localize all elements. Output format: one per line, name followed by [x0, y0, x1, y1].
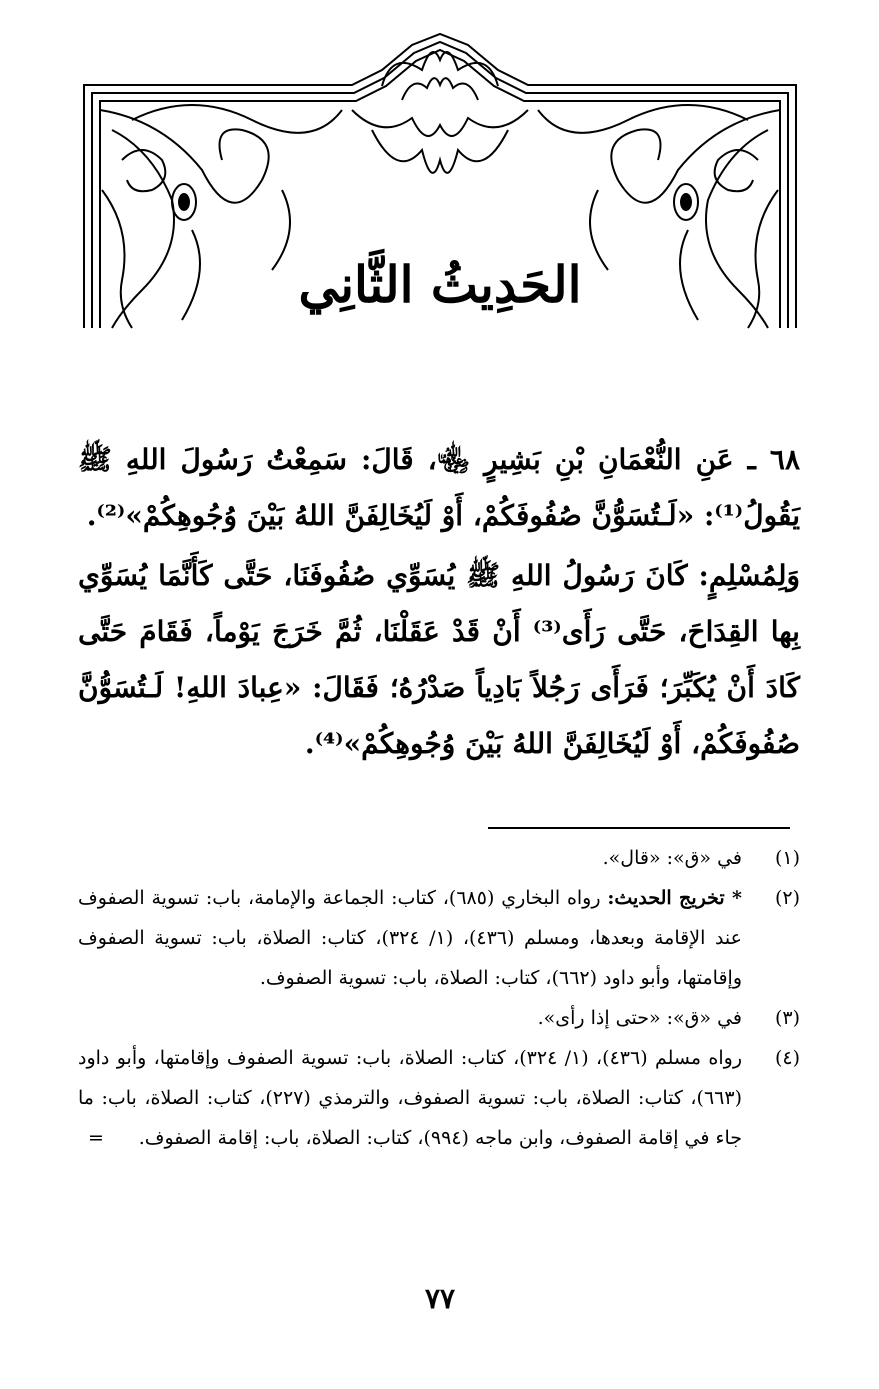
continuation-mark: =: [88, 1127, 104, 1149]
footnote-number: (٢): [774, 887, 800, 909]
footnote-item: [78, 998, 800, 1038]
hadith-paragraph-1: ٦٨ ـ عَنِ النُّعْمَانِ بْنِ بَشِيرٍ ﵄، قَالَ: سَمِعْتُ رَسُولَ اللهِ ﷺ يَقُولُ⁽¹⁾: «لَـتُسَوُّنَّ صُفُوفَكُمْ، أَوْ لَيُخَالِفَنَّ اللهُ بَيْنَ وُجُوهِكُمْ»⁽²⁾.: [78, 443, 800, 532]
footnote-item: [78, 838, 800, 878]
page-number: ٧٧: [424, 1282, 456, 1315]
footnote-text: في «ق»: «حتى إذا رأى».: [537, 1007, 742, 1029]
hadith-text: [78, 432, 800, 772]
footnote-text: في «ق»: «قال».: [602, 847, 742, 869]
footnote-number: (١): [774, 847, 800, 869]
chapter-title: الحَدِيثُ الثَّانِي: [298, 255, 582, 314]
footnote-text: [78, 878, 742, 998]
footnote-text: [78, 1038, 742, 1158]
hadith-paragraph-2: وَلِمُسْلِمٍ: كَانَ رَسُولُ اللهِ ﷺ يُسَوِّي صُفُوفَنَا، حَتَّى كَأَنَّمَا يُسَوِّي بِها القِدَاحَ، حَتَّى رَأَى⁽³⁾ أَنْ قَدْ عَقَلْنَا، ثُمَّ خَرَجَ يَوْماً، فَقَامَ حَتَّى كَادَ أَنْ يُكَبِّرَ؛ فَرَأَى رَجُلاً بَادِياً صَدْرُهُ؛ فَقَالَ: «عِبادَ اللهِ! لَـتُسَوُّنَّ صُفُوفَكُمْ، أَوْ لَيُخَالِفَنَّ اللهُ بَيْنَ وُجُوهِكُمْ»⁽⁴⁾.: [78, 559, 800, 760]
footnote-lead: * تخريج الحديث:: [607, 887, 742, 909]
footnote-body: رواه البخاري (٦٨٥)، كتاب: الجماعة والإمامة، باب: تسوية الصفوف عند الإقامة وبعدها، ومسلم (٤٣٦)، (١/ ٣٢٤)، كتاب: الصلاة، باب: تسوية الصفوف وإقامتها، وأبو داود (٦٦٢)، كتاب: الصلاة، باب: تسوية الصفوف.: [78, 887, 742, 989]
footnote-body: رواه مسلم (٤٣٦)، (١/ ٣٢٤)، كتاب: الصلاة، باب: تسوية الصفوف وإقامتها، وأبو داود (٦٦٣)، كتاب: الصلاة، باب: تسوية الصفوف، والترمذي (٢٢٧)، كتاب: الصلاة، باب: ما جاء في إقامة الصفوف، وابن ماجه (٩٩٤)، كتاب: الصلاة، باب: إقامة الصفوف.: [78, 1047, 743, 1149]
footnotes: [78, 838, 800, 1158]
footnote-item: [78, 1038, 800, 1158]
footnote-number: (٣): [774, 1007, 800, 1029]
footnote-number: (٤): [774, 1047, 800, 1069]
footnote-item: [78, 878, 800, 998]
footnote-divider: [488, 827, 790, 829]
